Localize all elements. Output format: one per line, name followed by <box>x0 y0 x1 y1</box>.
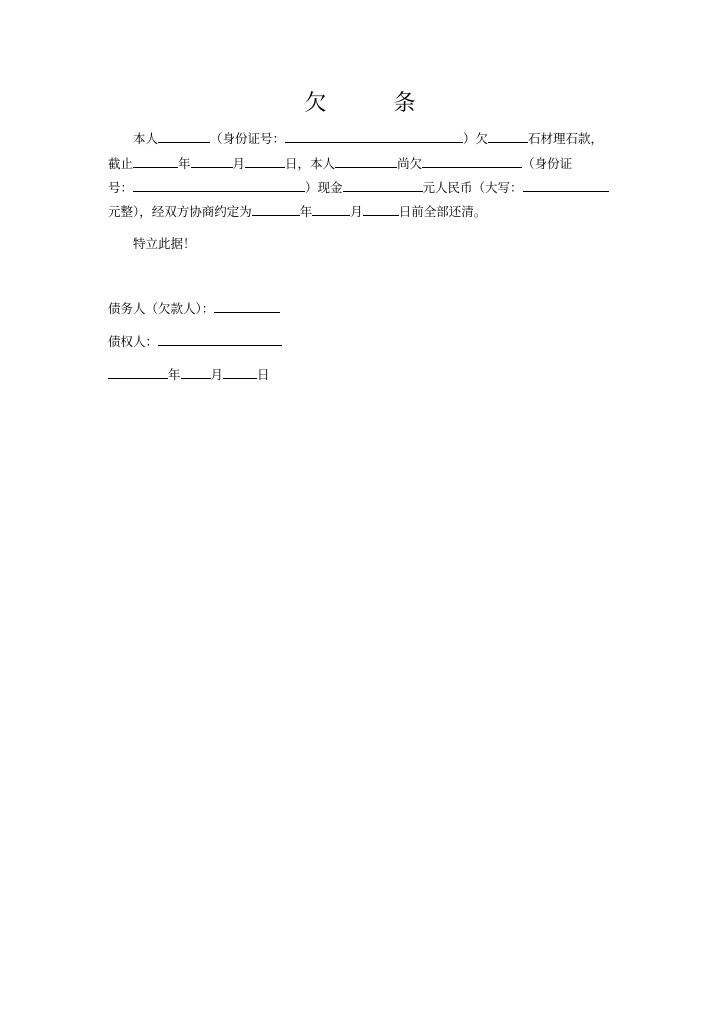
debtor-signature-line <box>108 300 280 317</box>
blank-id-number[interactable] <box>285 130 463 143</box>
text-id-label: （身份证号： <box>210 131 286 146</box>
text-month: 月 <box>232 156 246 171</box>
sign-day-label: 日 <box>257 367 270 382</box>
body-line-3 <box>108 179 609 196</box>
blank-year[interactable] <box>133 155 178 168</box>
text-year: 年 <box>178 156 191 171</box>
sign-month-field[interactable] <box>181 366 211 379</box>
text-id-label-2: （身份证 <box>522 156 573 171</box>
text-day-self: 日，本人 <box>285 156 336 171</box>
blank-debtor-name[interactable] <box>335 155 397 168</box>
blank-id-number-2[interactable] <box>133 179 305 192</box>
closing-statement: 特立此据！ <box>133 236 196 251</box>
text-as-of: 截止 <box>108 156 134 171</box>
text-self: 本人 <box>133 131 159 146</box>
blank-due-year[interactable] <box>252 203 300 216</box>
text-number-label: 号： <box>108 180 134 195</box>
signature-date-line <box>108 366 270 383</box>
blank-day[interactable] <box>245 155 285 168</box>
body-line-2 <box>108 155 572 172</box>
debtor-label: 债务人（欠款人）： <box>108 301 215 316</box>
blank-name[interactable] <box>158 130 210 143</box>
body-line-1 <box>133 130 603 147</box>
creditor-signature-field[interactable] <box>158 333 282 346</box>
sign-month-label: 月 <box>210 367 224 382</box>
sign-day-field[interactable] <box>223 366 257 379</box>
text-still-owe: 尚欠 <box>397 156 423 171</box>
sign-year-field[interactable] <box>108 366 168 379</box>
blank-amount[interactable] <box>343 179 423 192</box>
blank-amount-capital[interactable] <box>523 179 609 192</box>
text-due-month: 月 <box>350 204 363 219</box>
text-repay-all: 日前全部还清。 <box>398 204 487 219</box>
blank-month[interactable] <box>191 155 233 168</box>
text-stone-payment: 石材理石款， <box>528 131 604 146</box>
document-title: 欠 条 <box>304 91 446 116</box>
text-cash: ）现金 <box>305 180 343 195</box>
body-line-4 <box>108 203 486 220</box>
text-due-year: 年 <box>299 204 313 219</box>
blank-creditor[interactable] <box>488 130 528 143</box>
blank-due-month[interactable] <box>312 203 350 216</box>
blank-due-day[interactable] <box>363 203 399 216</box>
creditor-label: 债权人： <box>108 334 159 349</box>
text-agreed: 元整），经双方协商约定为 <box>108 204 252 219</box>
text-rmb-capital: 元人民币（大写： <box>422 180 523 195</box>
blank-creditor-name[interactable] <box>422 155 522 168</box>
sign-year-label: 年 <box>168 367 181 382</box>
debtor-signature-field[interactable] <box>214 300 280 313</box>
creditor-signature-line <box>108 333 282 350</box>
text-owe: ）欠 <box>463 131 489 146</box>
